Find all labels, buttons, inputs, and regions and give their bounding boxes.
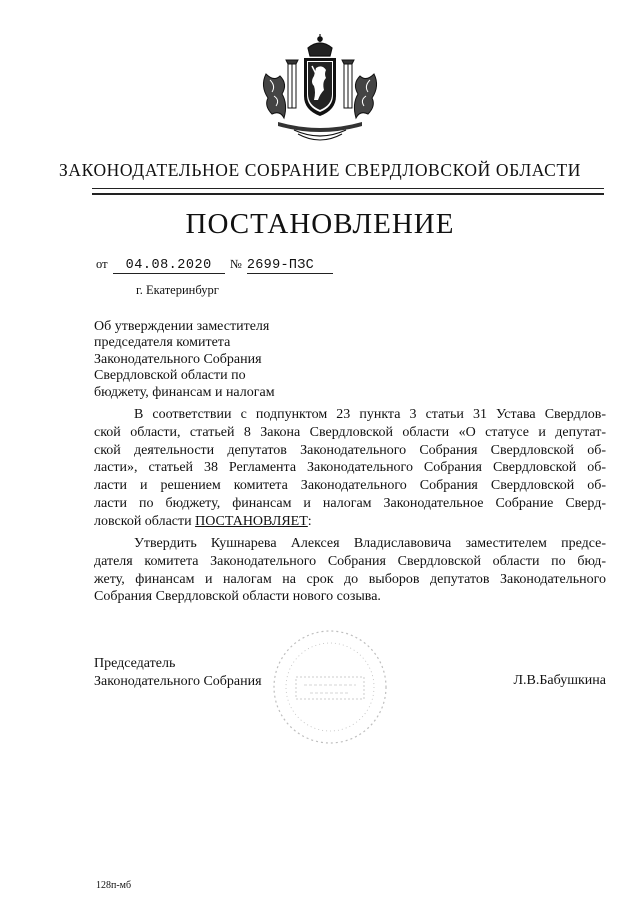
footer-code: 128п-мб (96, 880, 132, 891)
subject-line: председателя комитета (94, 335, 231, 351)
paragraph-line: дателя комитета Законодательного Собрания Свердловской области по бюд- (94, 553, 606, 569)
signatory-name: Л.В.Бабушкина (513, 673, 606, 688)
paragraph-line: Собрания Свердловской области нового созыва. (94, 589, 381, 605)
subject-line: Свердловской области по (94, 368, 246, 384)
subject-line: Об утверждении заместителя (94, 319, 270, 334)
date-number-line (96, 257, 333, 274)
document-number: 2699-ПЗС (247, 258, 333, 274)
paragraph-line: В соответствии с подпунктом 23 пункта 3 статьи 31 Устава Свердлов- (134, 407, 606, 422)
official-stamp-icon (270, 627, 390, 747)
paragraph-line: жету, финансам и налогам на срок до выборов депутатов Законодательного (94, 571, 606, 587)
paragraph-line: Утвердить Кушнарева Алексея Владиславовича заместителем предсе- (134, 536, 606, 551)
paragraph-line: ской области, статьей 8 Закона Свердловской области «О статусе и депутат- (94, 424, 606, 440)
document-subject (94, 319, 334, 401)
paragraph-line (94, 513, 606, 531)
header-divider (92, 188, 604, 195)
document-date: 04.08.2020 (113, 258, 225, 274)
position-line: Председатель (94, 656, 176, 671)
preamble-paragraph (94, 406, 606, 531)
city: г. Екатеринбург (136, 283, 219, 297)
date-prefix: от (96, 257, 108, 271)
paragraph-line: ласти и решением комитета Законодательного Собрания Свердловской об- (94, 478, 606, 494)
subject-line: бюджету, финансам и налогам (94, 384, 275, 400)
paragraph-text: ловской области (94, 513, 196, 529)
coat-of-arms-icon (258, 34, 382, 146)
resolves-keyword: ПОСТАНОВЛЯЕТ (195, 513, 308, 529)
paragraph-line: ской деятельности депутатов Законодательного Собрания Свердловской об- (94, 442, 606, 458)
organization-title: ЗАКОНОДАТЕЛЬНОЕ СОБРАНИЕ СВЕРДЛОВСКОЙ ОБЛАСТИ (59, 160, 581, 180)
number-prefix: № (229, 257, 242, 271)
paragraph-text: : (307, 513, 312, 529)
paragraph-line: ласти по бюджету, финансам и налогам Законодательное Собрание Сверд- (94, 495, 606, 511)
paragraph-line: ласти», статьей 38 Регламента Законодательного Собрания Свердловской об- (94, 460, 606, 476)
subject-line: Законодательного Собрания (94, 351, 262, 367)
position-line: Законодательного Собрания (94, 674, 262, 689)
signatory-position (94, 655, 262, 691)
resolution-paragraph (94, 535, 606, 606)
document-type-title: ПОСТАНОВЛЕНИЕ (185, 208, 455, 240)
